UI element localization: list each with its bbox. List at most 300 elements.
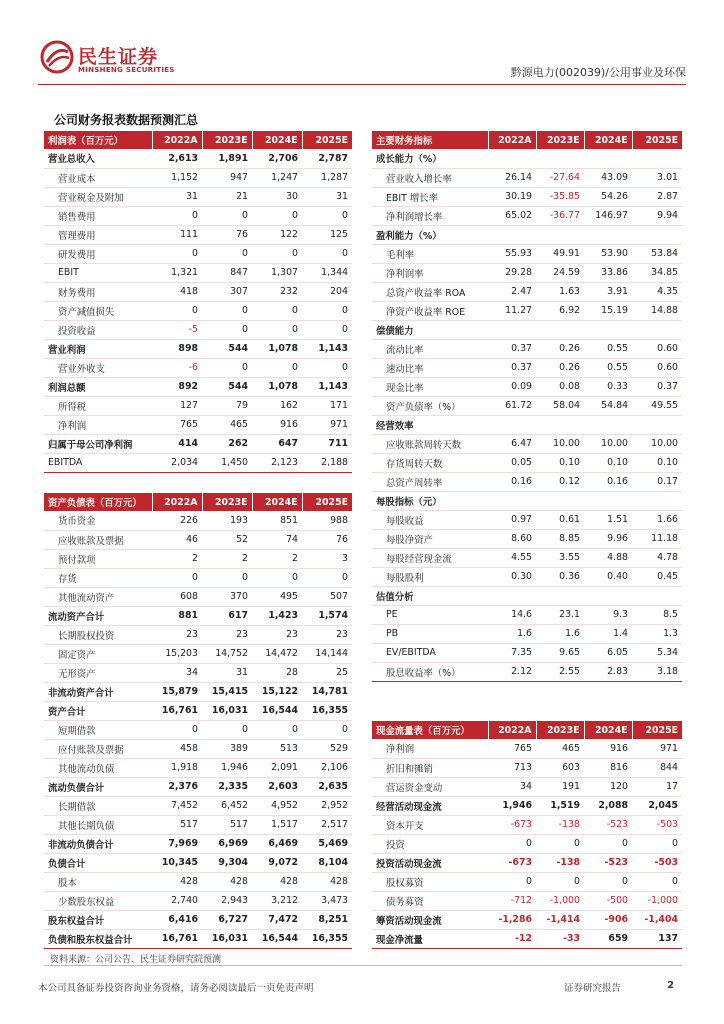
row-label: 非流动负债合计 bbox=[44, 834, 152, 853]
table-header-row bbox=[372, 721, 682, 739]
value-cell: 1,344 bbox=[302, 263, 352, 282]
value-cell: 517 bbox=[152, 815, 202, 834]
value-cell: 2,952 bbox=[302, 796, 352, 815]
table-row bbox=[44, 301, 352, 320]
value-cell: 34 bbox=[488, 777, 536, 796]
value-cell: 6,416 bbox=[152, 910, 202, 929]
value-cell: 61.72 bbox=[488, 396, 536, 415]
table-row bbox=[372, 796, 682, 815]
year-header-cell: 2022A bbox=[152, 131, 202, 149]
value-cell bbox=[536, 415, 584, 434]
value-cell: 16,031 bbox=[202, 929, 252, 948]
table-row bbox=[372, 434, 682, 453]
value-cell: 15,879 bbox=[152, 682, 202, 701]
table-row bbox=[44, 701, 352, 720]
table-row bbox=[372, 320, 682, 339]
row-label: 营业外收支 bbox=[44, 358, 152, 377]
value-cell: 513 bbox=[252, 739, 302, 758]
value-cell: 2,635 bbox=[302, 777, 352, 796]
value-cell: 844 bbox=[632, 758, 682, 777]
value-cell: 947 bbox=[202, 168, 252, 187]
row-label: 总资产收益率 ROA bbox=[372, 282, 488, 301]
value-cell: 3,473 bbox=[302, 891, 352, 910]
value-cell: 544 bbox=[202, 339, 252, 358]
value-cell: 4,952 bbox=[252, 796, 302, 815]
row-label: 少数股东权益 bbox=[44, 891, 152, 910]
table-row bbox=[44, 263, 352, 282]
value-cell: 1.3 bbox=[632, 624, 682, 643]
value-cell: -1,414 bbox=[536, 910, 584, 929]
value-cell: 0 bbox=[302, 358, 352, 377]
row-label: 营运资金变动 bbox=[372, 777, 488, 796]
value-cell: 0 bbox=[202, 358, 252, 377]
value-cell bbox=[488, 320, 536, 339]
table-row bbox=[44, 282, 352, 301]
value-cell: 428 bbox=[302, 872, 352, 891]
value-cell: 2,740 bbox=[152, 891, 202, 910]
value-cell: 14.6 bbox=[488, 605, 536, 624]
value-cell: 262 bbox=[202, 434, 252, 453]
value-cell: 0 bbox=[252, 244, 302, 263]
table-row bbox=[44, 644, 352, 663]
value-cell: 2,045 bbox=[632, 796, 682, 815]
table-row bbox=[44, 187, 352, 206]
value-cell: 2,603 bbox=[252, 777, 302, 796]
value-cell: 23 bbox=[152, 625, 202, 644]
income-statement-table bbox=[44, 131, 352, 473]
value-cell: 1,287 bbox=[302, 168, 352, 187]
value-cell: 0 bbox=[302, 206, 352, 225]
value-cell: 14,472 bbox=[252, 644, 302, 663]
value-cell bbox=[632, 149, 682, 168]
row-label: 应付账款及票据 bbox=[44, 739, 152, 758]
value-cell: 8.85 bbox=[536, 529, 584, 548]
value-cell: 2.87 bbox=[632, 187, 682, 206]
table-header-row bbox=[44, 131, 352, 149]
value-cell: 0 bbox=[252, 568, 302, 587]
row-label: PE bbox=[372, 605, 488, 624]
table-row bbox=[372, 853, 682, 872]
row-label: 营业税金及附加 bbox=[44, 187, 152, 206]
row-label: 管理费用 bbox=[44, 225, 152, 244]
value-cell: 6,727 bbox=[202, 910, 252, 929]
table-row bbox=[44, 910, 352, 929]
table-row bbox=[372, 758, 682, 777]
year-header-cell: 2022A bbox=[488, 131, 536, 149]
value-cell: 31 bbox=[202, 663, 252, 682]
value-cell: 120 bbox=[584, 777, 632, 796]
value-cell: 711 bbox=[302, 434, 352, 453]
value-cell: 76 bbox=[202, 225, 252, 244]
value-cell: 0.09 bbox=[488, 377, 536, 396]
table-row bbox=[372, 567, 682, 586]
value-cell: 16,355 bbox=[302, 929, 352, 948]
table-row bbox=[372, 815, 682, 834]
row-label: 长期借款 bbox=[44, 796, 152, 815]
value-cell bbox=[488, 225, 536, 244]
value-cell: 0.16 bbox=[584, 472, 632, 491]
value-cell: 0 bbox=[252, 206, 302, 225]
value-cell: 1.63 bbox=[536, 282, 584, 301]
row-label: 资本开支 bbox=[372, 815, 488, 834]
value-cell: 603 bbox=[536, 758, 584, 777]
value-cell: 10.00 bbox=[632, 434, 682, 453]
value-cell: 898 bbox=[152, 339, 202, 358]
value-cell: 23 bbox=[252, 625, 302, 644]
table-header-row bbox=[372, 131, 682, 149]
value-cell bbox=[632, 415, 682, 434]
value-cell: 6,969 bbox=[202, 834, 252, 853]
table-row bbox=[44, 320, 352, 339]
header-divider bbox=[38, 84, 686, 85]
table-row bbox=[372, 187, 682, 206]
value-cell: 1.4 bbox=[584, 624, 632, 643]
value-cell: 15,122 bbox=[252, 682, 302, 701]
value-cell: 1.51 bbox=[584, 510, 632, 529]
value-cell: 16,031 bbox=[202, 701, 252, 720]
value-cell: -12 bbox=[488, 929, 536, 948]
value-cell: 2.12 bbox=[488, 662, 536, 681]
row-label: 其他流动资产 bbox=[44, 587, 152, 606]
year-header-cell: 2025E bbox=[632, 131, 682, 149]
value-cell: 6.47 bbox=[488, 434, 536, 453]
value-cell: 232 bbox=[252, 282, 302, 301]
value-cell: 23 bbox=[302, 625, 352, 644]
value-cell: 1,519 bbox=[536, 796, 584, 815]
table-row bbox=[372, 586, 682, 605]
value-cell: 7,969 bbox=[152, 834, 202, 853]
value-cell: 2.55 bbox=[536, 662, 584, 681]
value-cell: 2 bbox=[202, 549, 252, 568]
table-row bbox=[372, 643, 682, 662]
value-cell: 15,203 bbox=[152, 644, 202, 663]
value-cell: 389 bbox=[202, 739, 252, 758]
value-cell: 1,946 bbox=[488, 796, 536, 815]
value-cell: -1,000 bbox=[632, 891, 682, 910]
value-cell: 0 bbox=[202, 206, 252, 225]
row-label: 流动比率 bbox=[372, 339, 488, 358]
value-cell: 0 bbox=[252, 320, 302, 339]
value-cell: 31 bbox=[152, 187, 202, 206]
table-row bbox=[372, 510, 682, 529]
value-cell: 1,247 bbox=[252, 168, 302, 187]
value-cell: 5,469 bbox=[302, 834, 352, 853]
value-cell: 8,251 bbox=[302, 910, 352, 929]
value-cell: 137 bbox=[632, 929, 682, 948]
row-label: 速动比率 bbox=[372, 358, 488, 377]
value-cell: 162 bbox=[252, 396, 302, 415]
table-row bbox=[44, 225, 352, 244]
table-row bbox=[44, 511, 352, 530]
table-row bbox=[372, 662, 682, 681]
value-cell: 2,091 bbox=[252, 758, 302, 777]
value-cell: 1,143 bbox=[302, 377, 352, 396]
value-cell: 16,355 bbox=[302, 701, 352, 720]
value-cell: 0 bbox=[488, 834, 536, 853]
value-cell: 0 bbox=[152, 568, 202, 587]
row-label: 投资 bbox=[372, 834, 488, 853]
table-title-cell: 现金流量表（百万元） bbox=[372, 721, 488, 739]
table-row bbox=[44, 530, 352, 549]
row-label: 筹资活动现金流 bbox=[372, 910, 488, 929]
table-row bbox=[44, 777, 352, 796]
table-row bbox=[44, 891, 352, 910]
row-label: 净利润 bbox=[372, 739, 488, 758]
value-cell: 0.37 bbox=[488, 358, 536, 377]
page-header bbox=[38, 36, 686, 86]
value-cell: 2,517 bbox=[302, 815, 352, 834]
value-cell: 46 bbox=[152, 530, 202, 549]
row-label: 每股经营现金流 bbox=[372, 548, 488, 567]
table-row bbox=[44, 415, 352, 434]
value-cell: 3.91 bbox=[584, 282, 632, 301]
value-cell: 0 bbox=[202, 301, 252, 320]
year-header-cell: 2025E bbox=[302, 131, 352, 149]
value-cell: 0.17 bbox=[632, 472, 682, 491]
section-title: 公司财务报表数据预测汇总 bbox=[54, 113, 199, 127]
value-cell: -138 bbox=[536, 853, 584, 872]
value-cell: 9,072 bbox=[252, 853, 302, 872]
row-label: 净利润增长率 bbox=[372, 206, 488, 225]
row-label: 经营活动现金流 bbox=[372, 796, 488, 815]
table-header-row bbox=[44, 493, 352, 511]
row-label: 预付款项 bbox=[44, 549, 152, 568]
value-cell: 0.26 bbox=[536, 358, 584, 377]
value-cell: 16,761 bbox=[152, 929, 202, 948]
value-cell: 892 bbox=[152, 377, 202, 396]
row-label: 每股股利 bbox=[372, 567, 488, 586]
table-title-cell: 利润表（百万元） bbox=[44, 131, 152, 149]
year-header-cell: 2023E bbox=[202, 493, 252, 511]
value-cell: 0.05 bbox=[488, 453, 536, 472]
value-cell: 2,106 bbox=[302, 758, 352, 777]
value-cell: 0 bbox=[152, 206, 202, 225]
value-cell: 3.01 bbox=[632, 168, 682, 187]
row-label: EV/EBITDA bbox=[372, 643, 488, 662]
value-cell: 6,452 bbox=[202, 796, 252, 815]
value-cell: 765 bbox=[152, 415, 202, 434]
value-cell: 1,321 bbox=[152, 263, 202, 282]
value-cell: 10.00 bbox=[584, 434, 632, 453]
value-cell bbox=[488, 491, 536, 510]
year-header-cell: 2024E bbox=[252, 131, 302, 149]
value-cell: 4.55 bbox=[488, 548, 536, 567]
table-row bbox=[44, 358, 352, 377]
value-cell: 370 bbox=[202, 587, 252, 606]
table-row bbox=[44, 834, 352, 853]
row-label: 流动负债合计 bbox=[44, 777, 152, 796]
value-cell: 24.59 bbox=[536, 263, 584, 282]
row-label: 投资收益 bbox=[44, 320, 152, 339]
value-cell: 0 bbox=[252, 301, 302, 320]
row-label: 短期借款 bbox=[44, 720, 152, 739]
row-label: 股息收益率（%） bbox=[372, 662, 488, 681]
value-cell: 8,104 bbox=[302, 853, 352, 872]
value-cell: 3.55 bbox=[536, 548, 584, 567]
value-cell: 15.19 bbox=[584, 301, 632, 320]
value-cell: 2.47 bbox=[488, 282, 536, 301]
row-label: 利润总额 bbox=[44, 377, 152, 396]
table-row bbox=[372, 605, 682, 624]
row-label: 股本 bbox=[44, 872, 152, 891]
value-cell: 1,517 bbox=[252, 815, 302, 834]
value-cell: 6.05 bbox=[584, 643, 632, 662]
table-row bbox=[44, 758, 352, 777]
source-note: 资料来源：公司公告、民生证券研究院预测 bbox=[50, 955, 222, 965]
value-cell: 31 bbox=[302, 187, 352, 206]
value-cell: -1,286 bbox=[488, 910, 536, 929]
value-cell: -27.64 bbox=[536, 168, 584, 187]
row-label: EBITDA bbox=[44, 453, 152, 472]
year-header-cell: 2025E bbox=[302, 493, 352, 511]
value-cell: 0 bbox=[584, 834, 632, 853]
value-cell: -523 bbox=[584, 853, 632, 872]
value-cell: 916 bbox=[252, 415, 302, 434]
value-cell: 507 bbox=[302, 587, 352, 606]
value-cell: 0.08 bbox=[536, 377, 584, 396]
value-cell: 14,144 bbox=[302, 644, 352, 663]
value-cell: 1,574 bbox=[302, 606, 352, 625]
value-cell: 49.91 bbox=[536, 244, 584, 263]
value-cell: 54.84 bbox=[584, 396, 632, 415]
value-cell: 55.93 bbox=[488, 244, 536, 263]
value-cell: 0 bbox=[302, 568, 352, 587]
value-cell bbox=[584, 415, 632, 434]
value-cell: 0.33 bbox=[584, 377, 632, 396]
value-cell: 529 bbox=[302, 739, 352, 758]
value-cell bbox=[632, 320, 682, 339]
row-label: 投资活动现金流 bbox=[372, 853, 488, 872]
value-cell: 111 bbox=[152, 225, 202, 244]
table-row bbox=[44, 453, 352, 472]
row-label: 经营效率 bbox=[372, 415, 488, 434]
table-row bbox=[44, 587, 352, 606]
value-cell: 1,450 bbox=[202, 453, 252, 472]
value-cell: 0 bbox=[302, 244, 352, 263]
value-cell: 33.86 bbox=[584, 263, 632, 282]
row-label: 估值分析 bbox=[372, 586, 488, 605]
table-row bbox=[372, 396, 682, 415]
row-label: 归属于母公司净利润 bbox=[44, 434, 152, 453]
value-cell: 2,188 bbox=[302, 453, 352, 472]
table-row bbox=[372, 358, 682, 377]
value-cell: 30 bbox=[252, 187, 302, 206]
value-cell: 1,078 bbox=[252, 377, 302, 396]
value-cell: 0.60 bbox=[632, 339, 682, 358]
value-cell bbox=[584, 149, 632, 168]
table-row bbox=[372, 339, 682, 358]
value-cell: 0 bbox=[488, 872, 536, 891]
value-cell: 851 bbox=[252, 511, 302, 530]
table-row bbox=[372, 834, 682, 853]
value-cell: 0.61 bbox=[536, 510, 584, 529]
row-label: 营业收入增长率 bbox=[372, 168, 488, 187]
row-label: 研发费用 bbox=[44, 244, 152, 263]
value-cell: 1,152 bbox=[152, 168, 202, 187]
value-cell: 14.88 bbox=[632, 301, 682, 320]
table-row bbox=[372, 415, 682, 434]
value-cell: 0.10 bbox=[536, 453, 584, 472]
value-cell: 659 bbox=[584, 929, 632, 948]
table-row bbox=[44, 796, 352, 815]
table-row bbox=[372, 529, 682, 548]
value-cell: 9.94 bbox=[632, 206, 682, 225]
value-cell: -906 bbox=[584, 910, 632, 929]
value-cell: 0 bbox=[632, 872, 682, 891]
table-row bbox=[44, 244, 352, 263]
key-ratios-table bbox=[372, 131, 682, 682]
value-cell: -712 bbox=[488, 891, 536, 910]
row-label: 固定资产 bbox=[44, 644, 152, 663]
row-label: 净利润率 bbox=[372, 263, 488, 282]
value-cell: 15,415 bbox=[202, 682, 252, 701]
value-cell: 204 bbox=[302, 282, 352, 301]
value-cell: 6,469 bbox=[252, 834, 302, 853]
value-cell: -503 bbox=[632, 815, 682, 834]
value-cell: 0.55 bbox=[584, 339, 632, 358]
year-header-cell: 2025E bbox=[632, 721, 682, 739]
table-row bbox=[372, 149, 682, 168]
value-cell: 193 bbox=[202, 511, 252, 530]
value-cell: 2,706 bbox=[252, 149, 302, 168]
row-label: 资产合计 bbox=[44, 701, 152, 720]
row-label: 营业成本 bbox=[44, 168, 152, 187]
row-label: 长期股权投资 bbox=[44, 625, 152, 644]
value-cell: 2,335 bbox=[202, 777, 252, 796]
value-cell: 2,034 bbox=[152, 453, 202, 472]
value-cell: 0.37 bbox=[488, 339, 536, 358]
value-cell: 1.66 bbox=[632, 510, 682, 529]
row-label: EBIT 增长率 bbox=[372, 187, 488, 206]
value-cell: 0.16 bbox=[488, 472, 536, 491]
value-cell: 1,143 bbox=[302, 339, 352, 358]
row-label: 无形资产 bbox=[44, 663, 152, 682]
value-cell: 7.35 bbox=[488, 643, 536, 662]
value-cell bbox=[584, 491, 632, 510]
value-cell: 0.55 bbox=[584, 358, 632, 377]
value-cell: 53.90 bbox=[584, 244, 632, 263]
table-row bbox=[44, 377, 352, 396]
value-cell bbox=[584, 320, 632, 339]
value-cell bbox=[536, 320, 584, 339]
row-label: EBIT bbox=[44, 263, 152, 282]
value-cell: 647 bbox=[252, 434, 302, 453]
value-cell: 0.97 bbox=[488, 510, 536, 529]
value-cell: 14,781 bbox=[302, 682, 352, 701]
value-cell: 76 bbox=[302, 530, 352, 549]
value-cell: 127 bbox=[152, 396, 202, 415]
value-cell: 4.35 bbox=[632, 282, 682, 301]
value-cell: 608 bbox=[152, 587, 202, 606]
value-cell: 1.6 bbox=[488, 624, 536, 643]
value-cell: 971 bbox=[302, 415, 352, 434]
value-cell: -503 bbox=[632, 853, 682, 872]
value-cell: 2,088 bbox=[584, 796, 632, 815]
row-label: PB bbox=[372, 624, 488, 643]
value-cell: 414 bbox=[152, 434, 202, 453]
value-cell: 74 bbox=[252, 530, 302, 549]
value-cell: 26.14 bbox=[488, 168, 536, 187]
value-cell: 16,544 bbox=[252, 929, 302, 948]
row-label: 净利润 bbox=[44, 415, 152, 434]
value-cell bbox=[488, 149, 536, 168]
value-cell: 458 bbox=[152, 739, 202, 758]
value-cell: 2,787 bbox=[302, 149, 352, 168]
value-cell: 0 bbox=[584, 872, 632, 891]
value-cell: 465 bbox=[202, 415, 252, 434]
disclaimer-text: 本公司具备证券投资咨询业务资格，请务必阅读最后一页免责声明 bbox=[38, 983, 314, 994]
value-cell: 881 bbox=[152, 606, 202, 625]
